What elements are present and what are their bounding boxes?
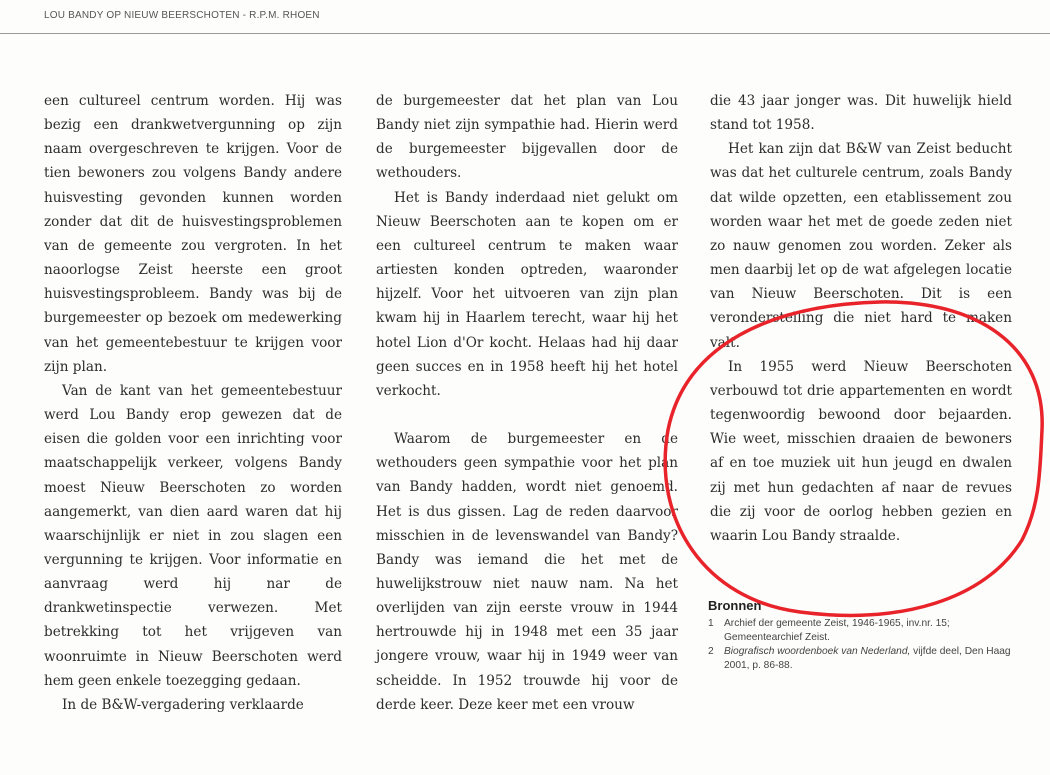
paragraph: Het is Bandy inderdaad niet gelukt om Nieuw Beerschoten aan te kopen om er een cultureel centrum te maken waar artiesten konden optreden, waaronder hijzelf. Voor het uitvoeren van zijn plan kwam hij in Haarlem terecht, waar hij het hotel Lion d'Or kocht. Helaas had hij daar geen succes en in 1958 heeft hij het hotel verkocht. — [376, 189, 678, 399]
source-text: Archief der gemeente Zeist, 1946-1965, inv.nr. 15; Gemeentearchief Zeist. — [724, 618, 950, 643]
sources-section — [708, 598, 1014, 673]
paragraph: In 1955 werd Nieuw Beerschoten verbouwd tot drie appartementen en wordt tegenwoordig bewoond door bejaarden. Wie weet, misschien draaien de bewoners af en toe muziek uit hun jeugd en dwalen zij met hun gedachten af naar de revues die zij voor de oorlog hebben gezien en waarin Lou Bandy straalde. — [710, 358, 1012, 544]
source-text: vijfde deel, Den Haag 2001, p. 86-88. — [724, 646, 1011, 671]
source-item — [708, 617, 1014, 645]
paragraph: die 43 jaar jonger was. Dit huwelijk hield stand tot 1958. — [710, 93, 1012, 134]
source-item — [708, 645, 1014, 673]
paragraph: een cultureel centrum worden. Hij was bezig een drankwetvergunning op zijn naam overgeschreven te krijgen. Voor de tien bewoners zou volgens Bandy andere huisvesting gevonden kunnen worden zonder dat dit de huisvestingsproblemen van de gemeente zou vergroten. In het naoorlogse Zeist heerste een groot huisvestingsprobleem. Bandy was bij de burgemeester op bezoek om medewerking van het gemeentebestuur te krijgen voor zijn plan. — [44, 93, 342, 375]
text-column-2 — [376, 89, 678, 717]
paragraph: Het kan zijn dat B&W van Zeist beducht was dat het culturele centrum, zoals Bandy dat wilde opzetten, een etablissement zou worden waar het met de goede zeden niet zo nauw genomen zou worden. Zeker als men daarbij let op de wat afgelegen locatie van Nieuw Beerschoten. Dit is een veronderstelling die niet hard te maken valt. — [710, 141, 1012, 351]
header-rule — [0, 33, 1050, 34]
source-title: Biografisch woordenboek van Nederland, — [724, 646, 911, 657]
paragraph: de burgemeester dat het plan van Lou Bandy niet zijn sympathie had. Hierin werd de burgemeester bijgevallen door de wethouders. — [376, 93, 678, 182]
sources-list — [708, 617, 1014, 673]
source-number: 1 — [708, 618, 714, 629]
source-number: 2 — [708, 646, 714, 657]
text-column-3 — [710, 89, 1012, 548]
text-column-1 — [44, 89, 342, 717]
paragraph: In de B&W-vergadering verklaarde — [62, 696, 304, 713]
running-head: LOU BANDY OP NIEUW BEERSCHOTEN - R.P.M. RHOEN — [44, 10, 320, 21]
sources-heading: Bronnen — [708, 598, 762, 613]
paragraph: Van de kant van het gemeentebestuur werd Lou Bandy erop gewezen dat de eisen die golden voor een inrichting voor maatschappelijk verkeer, volgens Bandy moest Nieuw Beerschoten zo worden aangemerkt, van dien aard waren dat hij waarschijnlijk er niet in zou slagen een vergunning te krijgen. Voor informatie en aanvraag werd hij nar de drankwetinspectie verwezen. Met betrekking tot het vrijgeven van woonruimte in Nieuw Beerschoten werd hem geen enkele toezegging gedaan. — [44, 382, 342, 689]
paragraph: Waarom de burgemeester en de wethouders geen sympathie voor het plan van Bandy hadden, wordt niet genoemd. Het is dus gissen. Lag de reden daarvoor misschien in de levenswandel van Bandy? Bandy was iemand die het met de huwelijkstrouw niet nauw nam. Na het overlijden van zijn eerste vrouw in 1944 hertrouwde hij in 1948 met een 35 jaar jongere vrouw, waar hij in 1949 weer van scheidde. In 1952 trouwde hij voor de derde keer. Deze keer met een vrouw — [376, 431, 678, 713]
paragraph-gap — [376, 403, 678, 427]
